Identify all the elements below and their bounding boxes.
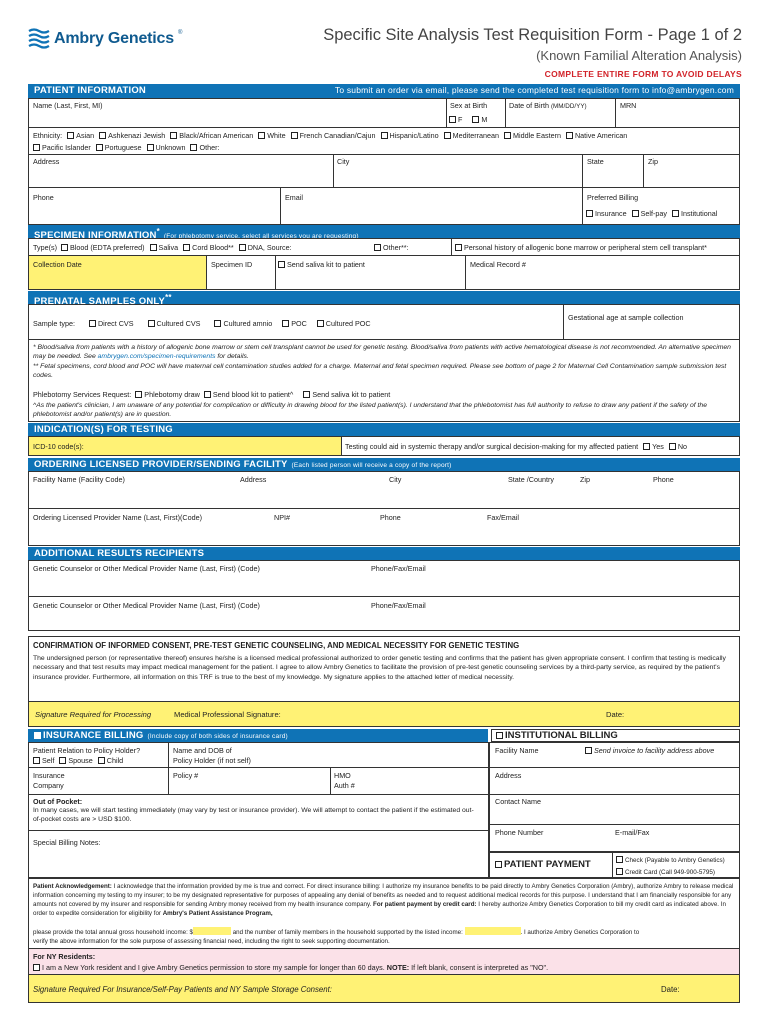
send-saliva-kit-checkbox[interactable] (278, 261, 285, 268)
institutional-heading: INSTITUTIONAL BILLING (491, 729, 740, 742)
ordering-provider-label[interactable]: Ordering Licensed Provider Name (Last, First)(Code) (33, 513, 202, 522)
send-invoice-checkbox[interactable] (585, 747, 592, 754)
specimen-types: Type(s) Blood (EDTA preferred) Saliva Cord Blood** DNA, Source: (33, 243, 292, 252)
specimen-type-checkbox[interactable] (183, 244, 190, 251)
facility-city-label[interactable]: City (389, 475, 402, 484)
payment-card-option: Credit Card (Call 949-900-5795) (616, 868, 715, 876)
oop-heading: Out of Pocket: (33, 797, 83, 806)
counselor-2-label[interactable]: Genetic Counselor or Other Medical Provider Name (Last, First) (Code) (33, 601, 260, 610)
state-label[interactable]: State (587, 157, 604, 166)
warning-text: COMPLETE ENTIRE FORM TO AVOID DELAYS (544, 69, 742, 79)
testing-aid-yes-checkbox[interactable] (643, 443, 650, 450)
specimen-type-checkbox[interactable] (239, 244, 246, 251)
insurance-bar: INSURANCE BILLING (Include copy of both sides of insurance card) (28, 729, 488, 742)
counselor-1-label[interactable]: Genetic Counselor or Other Medical Provider Name (Last, First) (Code) (33, 564, 260, 573)
provider-fax-email-label[interactable]: Fax/Email (487, 513, 519, 522)
ethnicity-checkbox[interactable] (504, 132, 511, 139)
policy-holder-name-label[interactable]: Name and DOB of Policy Holder (if not self) (173, 746, 251, 765)
gestational-age-label[interactable]: Gestational age at sample collection (568, 313, 684, 322)
relation-label: Patient Relation to Policy Holder? (33, 746, 141, 755)
ethnicity-checkbox[interactable] (291, 132, 298, 139)
billing-institutional-checkbox[interactable] (672, 210, 679, 217)
specimen-id-label[interactable]: Specimen ID (211, 260, 253, 269)
institution-phone-label[interactable]: Phone Number (495, 828, 544, 837)
relation-checkbox[interactable] (98, 757, 105, 764)
medical-signature-label: Medical Professional Signature: (174, 710, 281, 719)
ethnicity-checkbox[interactable] (33, 144, 40, 151)
institution-address-label[interactable]: Address (495, 771, 522, 780)
relation-options: Self Spouse Child (33, 756, 123, 765)
hmo-auth-label[interactable]: HMO Auth # (334, 771, 355, 790)
address-label[interactable]: Address (33, 157, 60, 166)
relation-checkbox[interactable] (33, 757, 40, 764)
income-line: please provide the total annual gross household income: $ and the number of family members in the household supported by the listed income: . I authorize Ambry Genetics Corporation to (33, 929, 640, 936)
signature-required-label: Signature Required for Processing (35, 710, 152, 719)
phone-label[interactable]: Phone (33, 193, 54, 202)
name-label[interactable]: Name (Last, First, MI) (33, 101, 103, 110)
policy-number-label[interactable]: Policy # (173, 771, 199, 780)
logo (28, 26, 188, 52)
ny-date-label: Date: (661, 985, 680, 994)
prenatal-type-checkbox[interactable] (214, 320, 221, 327)
ethnicity-row-1: Ethnicity: Asian Ashkenazi Jewish Black/African American White French Canadian/Cajun Hispanic/Latino Mediterranean Middle Eastern Native American (33, 131, 628, 140)
ethnicity-checkbox[interactable] (258, 132, 265, 139)
provider-bar: ORDERING LICENSED PROVIDER/SENDING FACILITY (Each listed person will receive a copy of the report) (28, 458, 740, 471)
sex-m-checkbox[interactable] (472, 116, 479, 123)
medical-record-label[interactable]: Medical Record # (470, 260, 526, 269)
ethnicity-checkbox[interactable] (566, 132, 573, 139)
billing-options: Insurance Self-pay Institutional (586, 209, 717, 218)
prenatal-type-checkbox[interactable] (282, 320, 289, 327)
insurance-company-label[interactable]: Insurance Company (33, 771, 65, 790)
billing-insurance-checkbox[interactable] (586, 210, 593, 217)
specimen-other-checkbox[interactable] (374, 244, 381, 251)
email-label[interactable]: Email (285, 193, 303, 202)
recipients-bar: ADDITIONAL RESULTS RECIPIENTS (28, 547, 740, 560)
billing-selfpay-checkbox[interactable] (632, 210, 639, 217)
ethnicity-checkbox[interactable] (99, 132, 106, 139)
specimen-type-checkbox[interactable] (61, 244, 68, 251)
oop-body: In many cases, we will start testing immediately (may vary by test or insurance provider). We will attempt to contact the patient if the estimated out-of-pocket costs are > USD $100. (33, 807, 474, 824)
patient-frame (28, 98, 740, 225)
logo-text: Ambry Genetics (54, 30, 174, 47)
sex-options: F M (449, 115, 487, 124)
ny-heading: For NY Residents: (33, 952, 96, 961)
facility-zip-label[interactable]: Zip (580, 475, 590, 484)
dob-label[interactable]: Date of Birth (MM/DD/YY) (509, 101, 587, 110)
ethnicity-checkbox[interactable] (190, 144, 197, 151)
mrn-label[interactable]: MRN (620, 101, 637, 110)
payment-check-checkbox[interactable] (616, 856, 623, 863)
testing-aid-no-checkbox[interactable] (669, 443, 676, 450)
facility-phone-label[interactable]: Phone (653, 475, 674, 484)
ethnicity-checkbox[interactable] (67, 132, 74, 139)
icd-label: ICD-10 code(s): (33, 442, 84, 451)
institutional-billing-checkbox[interactable] (496, 732, 503, 739)
verify-line: verify the above information for the sole purpose of assessing financial need, including the right to seek supporting documentation. (33, 938, 390, 945)
institution-email-label[interactable]: E-mail/Fax (615, 828, 650, 837)
indications-bar: INDICATION(S) FOR TESTING (28, 423, 740, 436)
prenatal-note-1: * Blood/saliva from patients with a history of allogenic bone marrow or stem cell transplant cannot be used for genetic testing. Blood/saliva from patients with active hematological disease is not recommended. An alternative specimen may be needed. See ambrygen.com/specimen-requirements for details. (33, 344, 731, 361)
transplant-history-checkbox[interactable] (455, 244, 462, 251)
specimen-information-bar: SPECIMEN INFORMATION*(For phlebotomy service, select all services you are requesting) (28, 225, 740, 238)
phlebotomy-checkbox[interactable] (135, 391, 142, 398)
prenatal-type-checkbox[interactable] (148, 320, 155, 327)
logo-tm: ® (178, 30, 183, 36)
collection-date-label: Collection Date (33, 260, 82, 269)
prenatal-sample-types: Sample type: Direct CVS Cultured CVS Cultured amnio POC Cultured POC (33, 319, 371, 328)
send-saliva-kit: Send saliva kit to patient (278, 260, 365, 269)
ethnicity-checkbox[interactable] (96, 144, 103, 151)
relation-checkbox[interactable] (59, 757, 66, 764)
send-invoice: Send invoice to facility address above (585, 746, 714, 755)
income-field[interactable] (193, 927, 231, 935)
consent-body: The undersigned person (or representative thereof) ensures he/she is a licensed medical professional authorized to order genetic testing and confirms that the patient has given appropriate consent. I confirm that testing is medically necessary and that test results may impact medical management for the patient. I agree to allow Ambry Genetics to facilitate the provision of pre-test genetic counseling services by a third-party service, as required by the patient's insurance provider. Furthermore, all information on this TRF is true to the best of my knowledge. My signature applies to the attached letter of medical necessity. (33, 655, 726, 681)
facility-address-label[interactable]: Address (240, 475, 267, 484)
patient-information-bar (28, 84, 740, 98)
patient-payment-checkbox[interactable] (495, 861, 502, 868)
ethnicity-row-2: Pacific Islander Portuguese Unknown Other: (33, 143, 219, 152)
counselor-2-contact-label[interactable]: Phone/Fax/Email (371, 601, 426, 610)
prenatal-type-checkbox[interactable] (317, 320, 324, 327)
ny-consent-checkbox[interactable] (33, 964, 40, 971)
prenatal-samples-bar: PRENATAL SAMPLES ONLY** (28, 291, 740, 304)
provider-phone-label[interactable]: Phone (380, 513, 401, 522)
ethnicity-checkbox[interactable] (444, 132, 451, 139)
contact-name-label[interactable]: Contact Name (495, 797, 541, 806)
facility-name-label[interactable]: Facility Name (Facility Code) (33, 475, 125, 484)
special-billing-notes-label[interactable]: Special Billing Notes: (33, 838, 101, 847)
payment-check-option: Check (Payable to Ambry Genetics) (616, 856, 725, 864)
sex-f-checkbox[interactable] (449, 116, 456, 123)
institution-facility-label[interactable]: Facility Name (495, 746, 539, 755)
phlebotomy-checkbox[interactable] (303, 391, 310, 398)
npi-label[interactable]: NPI# (274, 513, 290, 522)
email-note: To submit an order via email, please send the completed test requisition form to info@ambrygen.com (334, 85, 734, 95)
ethnicity-checkbox[interactable] (147, 144, 154, 151)
sex-label: Sex at Birth (450, 101, 488, 110)
phlebotomy-note: ^As the patient's clinician, I am unaware of any potential for complication or difficulty in drawing blood for the listed patient(s). I understand that the phlebotomist has full authority to refuse to draw any patient if the safety of the phlebotomist and/or patient(s) are in question. (33, 402, 707, 419)
facility-state-label[interactable]: State /Country (508, 475, 554, 484)
billing-label: Preferred Billing (587, 193, 639, 202)
patient-payment-heading: PATIENT PAYMENT (495, 859, 591, 870)
insurance-billing-checkbox[interactable] (34, 732, 41, 739)
form-subtitle: (Known Familial Alteration Analysis) (536, 48, 742, 63)
ny-consent: I am a New York resident and I give Ambry Genetics permission to store my sample for longer than 60 days. NOTE: If left blank, consent is interpreted as "NO". (33, 963, 548, 972)
prenatal-note-2: ** Fetal specimens, cord blood and POC will have maternal cell contamination studies added for a charge. Maternal and fetal specimen required. Please see bottom of page 2 for Maternal Cell Contamination sample submission test codes. (33, 363, 727, 380)
transplant-history: Personal history of allogenic bone marrow or peripheral stem cell transplant* (455, 243, 707, 252)
phlebotomy-request: Phlebotomy Services Request: Phlebotomy draw Send blood kit to patient^ Send saliva kit to patient (33, 390, 391, 399)
ambry-logo-icon (28, 27, 50, 49)
acknowledgement-body: Patient Acknowledgement: I acknowledge that the information provided by me is true and correct. For direct insurance billing: I authorize my insurance benefits to be paid directly to Ambry Genetics Corporation (Ambry), authorize Ambry to release medical information concerning my testing to my insurer; to be my designated representative for purposes of appealing any denial of benefits as needed and to request additional medical records for this purpose. I understand that I am financially responsible for any amounts not covered by my insurer and responsible for sending Ambry money received from my health insurance company. For patient payment by credit card: I hereby authorize Ambry Genetics Corporation to bill my credit card as indicated above. In order to expedite consideration for eligibility for Ambry's Patient Assistance Program, (33, 883, 734, 917)
ethnicity-checkbox[interactable] (170, 132, 177, 139)
city-label[interactable]: City (337, 157, 350, 166)
form-title: Specific Site Analysis Test Requisition Form - Page 1 of 2 (323, 26, 742, 44)
insurance-signature-label: Signature Required For Insurance/Self-Pay Patients and NY Sample Storage Consent: (33, 985, 332, 994)
testing-aid: Testing could aid in systemic therapy and/or surgical decision-making for my affected patient Yes No (345, 442, 688, 451)
counselor-1-contact-label[interactable]: Phone/Fax/Email (371, 564, 426, 573)
consent-heading: CONFIRMATION OF INFORMED CONSENT, PRE-TEST GENETIC COUNSELING, AND MEDICAL NECESSITY FOR GENETIC TESTING (33, 641, 520, 650)
patient-heading: PATIENT INFORMATION (34, 85, 146, 96)
prenatal-type-checkbox[interactable] (89, 320, 96, 327)
specimen-other: Other**: (374, 243, 409, 252)
zip-label[interactable]: Zip (648, 157, 658, 166)
phlebotomy-checkbox[interactable] (204, 391, 211, 398)
payment-card-checkbox[interactable] (616, 868, 623, 875)
consent-date-label: Date: (606, 710, 625, 719)
family-members-field[interactable] (465, 927, 521, 935)
ethnicity-checkbox[interactable] (381, 132, 388, 139)
specimen-type-checkbox[interactable] (150, 244, 157, 251)
